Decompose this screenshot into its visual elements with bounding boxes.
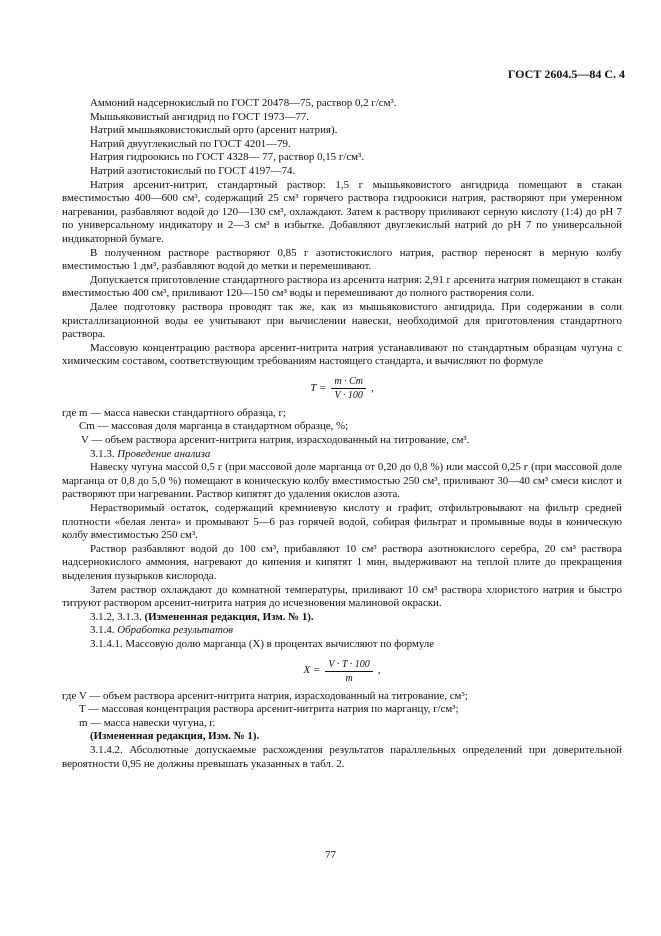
reagent-line: Натрия гидроокись по ГОСТ 4328— 77, раствор 0,15 г/см³.	[90, 151, 365, 164]
paragraph-arsenite: Допускается приготовление стандартного раствора из арсенита натрия: 2,91 г арсенита натрия помещают в стакан вместимостью 400 см³, приливают 120—150 см³ воды и перемешивают до полного растворения соли.	[62, 273, 622, 300]
amendment-note-1	[62, 611, 622, 625]
formula-t	[62, 376, 622, 401]
paragraph-cool: Затем раствор охлаждают до комнатной температуры, приливают 10 см³ раствора хлористого натрия и быстро титруют раствором арсенит-нитрита натрия до исчезновения малиновой окраски.	[62, 583, 622, 610]
document-body	[62, 97, 622, 771]
formula-x-fraction	[325, 659, 372, 684]
amendment-text: (Измененная редакция, Изм. № 1).	[90, 730, 260, 743]
legend-m: m — масса навески чугуна, г.	[79, 716, 216, 729]
formula-x-numerator: V · T · 100	[325, 659, 372, 672]
section-number: 3.1.4.	[90, 624, 115, 637]
formula-x-tail: ,	[377, 664, 381, 677]
legend-m: где m — масса навески стандартного образца, г;	[62, 406, 286, 419]
section-number: 3.1.3.	[90, 447, 115, 460]
paragraph-standard-solution: Натрия арсенит-нитрит, стандартный раствор: 1,5 г мышьяковистого ангидрида помещают в стакан вместимостью 400—600 см³, содержащий 25 см³ горячего раствора гидроокиси натрия, растворяют при умеренном нагревании, разбавляют водой до 120—130 см³, охлаждают. Затем к раствору приливают серную кислоту (1:4) до pH 7 по универсальному индикатору и 2—3 см³ в избытке. Добавляют двуглекислый натрий до pH 7 по универсальной индикаторной бумаге.	[62, 178, 622, 245]
paragraph-3-1-4-2: 3.1.4.2. Абсолютные допускаемые расхождения результатов параллельных определений при доверительной вероятности 0,95 не должны превышать указанных в табл. 2.	[62, 743, 622, 770]
section-heading-3-1-4	[62, 624, 622, 638]
section-heading-3-1-3	[62, 448, 622, 462]
paragraph-further: Далее подготовку раствора проводят так же, как из мышьяковистого ангидрида. При содержании в соли кристаллизационной воды ее учитывают при вычислении навески, необходимой для приготовления стандартного раствора.	[62, 300, 622, 341]
reagent-line: Натрий азотистокислый по ГОСТ 4197—74.	[90, 164, 296, 177]
legend-t: T — массовая концентрация раствора арсенит-нитрита натрия по марганцу, г/см³;	[79, 703, 459, 716]
paragraph-nitrite: В полученном растворе растворяют 0,85 г азотистокислого натрия, раствор переносят в мерную колбу вместимостью 1 дм³, разбавляют водой до метки и перемешивают.	[62, 246, 622, 273]
reagent-line: Мышьяковистый ангидрид по ГОСТ 1973—77.	[90, 110, 309, 123]
reagent-line: Аммоний надсернокислый по ГОСТ 20478—75, раствор 0,2 г/см³.	[90, 97, 397, 109]
legend-v: где V — объем раствора арсенит-нитрита натрия, израсходованный на титрование, см³;	[62, 689, 468, 702]
section-title: Проведение анализа	[117, 447, 211, 460]
section-title: Обработка результатов	[117, 624, 234, 637]
amendment-text: (Измененная редакция, Изм. № 1).	[144, 610, 314, 623]
paragraph-mass-concentration: Массовую концентрацию раствора арсенит-нитрита натрия устанавливают по стандартным образцам чугуна с химическим составом, соответствующим требованиям настоящего стандарта, и вычисляют по формуле	[62, 341, 622, 368]
formula-t-lhs: T =	[310, 381, 327, 394]
legend-cm: Cm — массовая доля марганца в стандартном образце, %;	[79, 420, 349, 433]
formula-t-numerator: m · Cm	[331, 376, 366, 389]
formula-t-denominator: V · 100	[334, 389, 363, 401]
running-header: ГОСТ 2604.5—84 С. 4	[507, 67, 625, 81]
reagent-line: Натрий двууглекислый по ГОСТ 4201—79.	[90, 137, 291, 150]
amendment-prefix: 3.1.2, 3.1.3.	[90, 610, 142, 623]
reagent-line: Натрий мышьяковистокислый орто (арсенит натрия).	[90, 124, 338, 137]
formula-x-denominator: m	[345, 672, 353, 684]
paragraph-residue: Нерастворимый остаток, содержащий кремниевую кислоту и графит, отфильтровывают на фильтр средней плотности «белая лента» и промывают 5—6 раз горячей водой, собирая фильтрат и промывные воды в коническую колбу вместимостью 250 см³.	[62, 502, 622, 542]
formula-t-legend	[62, 407, 622, 448]
paragraph-3-1-4-1: 3.1.4.1. Массовую долю марганца (X) в процентах вычисляют по формуле	[90, 637, 435, 650]
amendment-note-2	[62, 730, 622, 744]
paragraph-dilute: Раствор разбавляют водой до 100 см³, прибавляют 10 см³ раствора азотнокислого серебра, 20 см³ раствора надсернокислого аммония, нагревают до кипения и кипятят 1 мин, выдерживают на теплой плите до прекращения выделения пузырьков кислорода.	[62, 542, 622, 582]
formula-x	[62, 659, 622, 684]
formula-t-tail: ,	[370, 381, 374, 394]
page-number: 77	[325, 849, 336, 861]
paragraph-sample: Навеску чугуна массой 0,5 г (при массовой доле марганца от 0,20 до 0,8 %) или массой 0,25 г (при массовой доле марганца от 0,8 до 5,0 %) помещают в коническую колбу вместимостью 250 см³, приливают 30—40 см³ смеси кислот и растворяют при нагревании. Раствор кипятят до удаления окислов азота.	[62, 461, 622, 501]
formula-x-lhs: X =	[303, 664, 321, 677]
legend-v: V — объем раствора арсенит-нитрита натрия, израсходованный на титрование, см³.	[81, 434, 470, 447]
formula-x-legend	[62, 690, 622, 731]
formula-t-fraction	[331, 376, 366, 401]
